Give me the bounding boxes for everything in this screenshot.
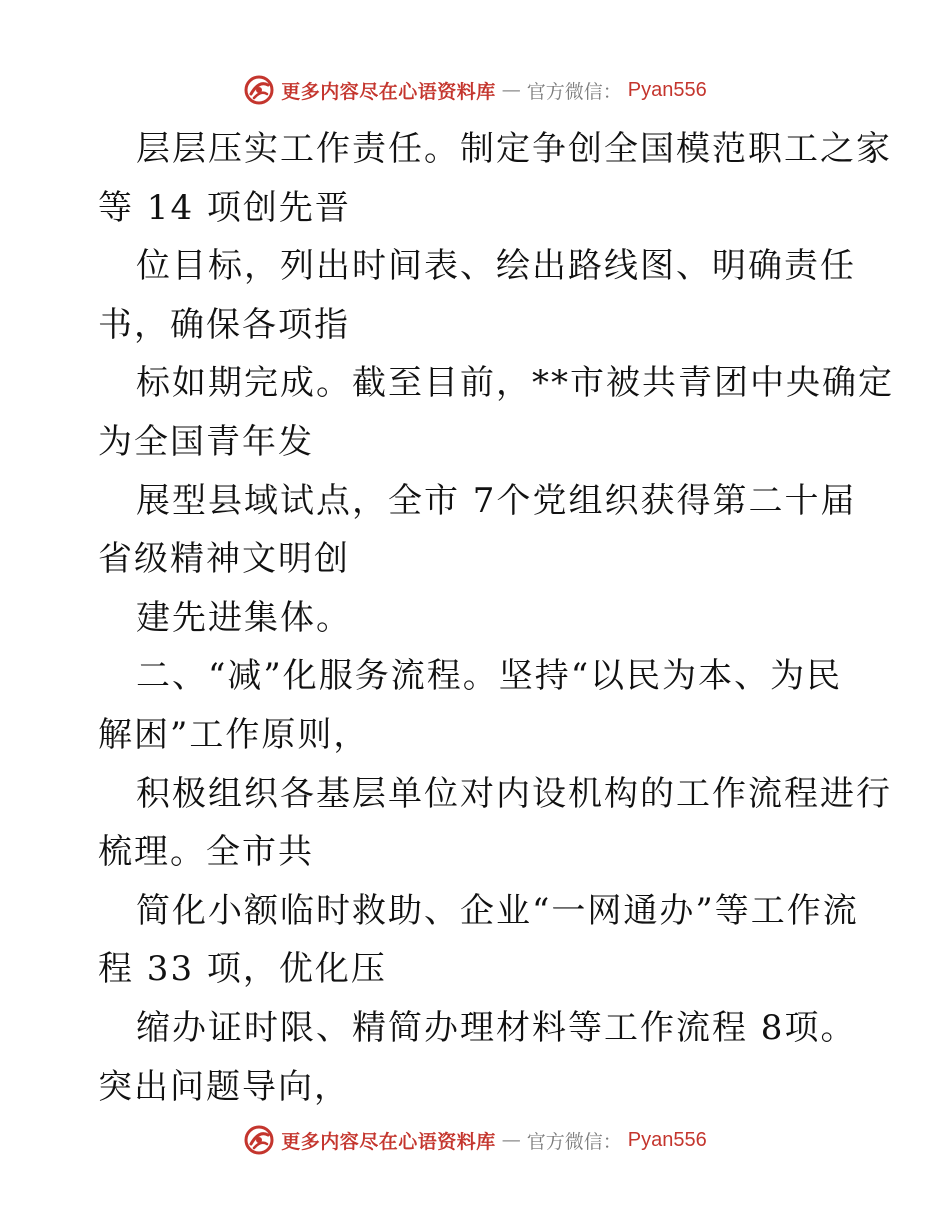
- footer-banner-title: 更多内容尽在心语资料库: [281, 1130, 496, 1153]
- red-swirl-logo-icon: [243, 1124, 275, 1156]
- footer-banner-label: 官方微信：: [526, 1130, 622, 1153]
- text-line: 展型县域试点，全市 7个党组织获得第二十届: [136, 480, 857, 521]
- text-line: 建先进集体。: [136, 597, 352, 638]
- text-line: 书，确保各项指: [98, 304, 350, 345]
- text-line: 梳理。全市共: [98, 832, 314, 873]
- text-line: 突出问题导向，: [98, 1066, 350, 1107]
- header-banner-title: 更多内容尽在心语资料库: [281, 80, 496, 103]
- footer-banner: [0, 1120, 950, 1160]
- text-line: 等 14 项创先晋: [98, 187, 351, 228]
- header-banner-separator: —: [501, 79, 521, 101]
- footer-banner-wechat-id: Pyan556: [627, 1128, 707, 1151]
- text-line: 为全国青年发: [98, 421, 314, 462]
- text-line: 二、“减”化服务流程。坚持“以民为本、为民: [136, 656, 843, 697]
- document-body: [98, 120, 894, 1116]
- text-line: 省级精神文明创: [98, 539, 350, 580]
- text-line: 解困”工作原则，: [98, 714, 370, 755]
- header-banner-label: 官方微信：: [526, 80, 622, 103]
- footer-banner-separator: —: [501, 1129, 521, 1151]
- text-line: 缩办证时限、精简办理材料等工作流程 8项。: [136, 1007, 857, 1048]
- text-line: 层层压实工作责任。制定争创全国模范职工之家: [136, 129, 892, 169]
- text-line: 简化小额临时救助、企业“一网通办”等工作流: [136, 890, 859, 931]
- text-line: 积极组织各基层单位对内设机构的工作流程进行: [136, 773, 892, 814]
- text-line: 标如期完成。截至目前，**市被共青团中央确定: [136, 363, 894, 404]
- text-line: 程 33 项，优化压: [98, 949, 387, 990]
- header-banner-wechat-id: Pyan556: [627, 78, 707, 101]
- header-banner: [0, 70, 950, 110]
- text-line: 位目标，列出时间表、绘出路线图、明确责任: [136, 246, 856, 287]
- red-swirl-logo-icon: [243, 74, 275, 106]
